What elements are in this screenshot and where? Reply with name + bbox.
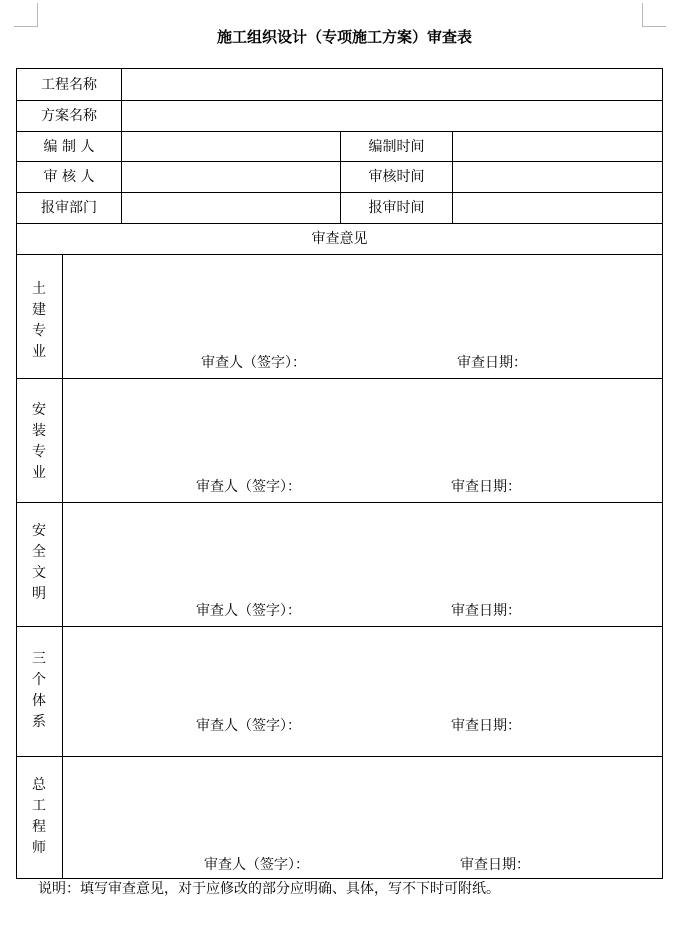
chief-engineer-date-label: 审查日期： [460, 857, 530, 873]
safety-date-label: 审查日期： [451, 603, 521, 619]
submit-time-label: 报审时间 [368, 200, 425, 216]
installation-opinion-field[interactable] [63, 379, 662, 474]
review-time-field[interactable] [453, 162, 662, 192]
section-label-civil: 土 建 专 业 [32, 281, 46, 360]
page-corner-mark-right [642, 3, 643, 27]
installation-signer-label: 审查人（签字）： [196, 479, 301, 495]
chief-engineer-signer-label: 审查人（签字）： [204, 857, 309, 873]
submit-time-field[interactable] [453, 193, 662, 223]
compiler-label: 编 制 人 [43, 138, 95, 155]
document-title: 施工组织设计（专项施工方案）审查表 [216, 28, 472, 46]
project-name-field[interactable] [122, 69, 662, 100]
footnote: 说明：填写审查意见，对于应修改的部分应明确、具体，写不下时可附纸。 [38, 881, 500, 897]
submitting-dept-field[interactable] [122, 193, 340, 223]
reviewer-label: 审 核 人 [43, 169, 95, 185]
section-label-three-systems: 三 个 体 系 [32, 651, 46, 730]
three-systems-opinion-field[interactable] [63, 627, 662, 717]
chief-engineer-opinion-field[interactable] [63, 757, 662, 852]
review-table [16, 68, 663, 879]
civil-date-label: 审查日期： [457, 355, 527, 371]
section-label-safety: 安 全 文 明 [32, 523, 46, 602]
page-corner-mark-left [37, 3, 38, 27]
compile-time-label: 编制时间 [368, 138, 425, 155]
civil-opinion-field[interactable] [63, 255, 662, 350]
plan-name-field[interactable] [122, 101, 662, 131]
safety-signer-label: 审查人（签字）： [196, 603, 301, 619]
review-time-label: 审核时间 [368, 169, 425, 185]
three-systems-date-label: 审查日期： [451, 718, 521, 734]
plan-name-label: 方案名称 [41, 108, 97, 124]
submitting-dept-label: 报审部门 [41, 200, 97, 216]
reviewer-field[interactable] [122, 162, 340, 192]
safety-opinion-field[interactable] [63, 503, 662, 598]
project-name-label: 工程名称 [41, 76, 97, 93]
section-label-installation: 安 装 专 业 [32, 402, 46, 481]
opinion-header: 审查意见 [311, 231, 368, 247]
section-label-chief-engineer: 总 工 程 师 [32, 777, 46, 856]
compiler-field[interactable] [122, 132, 340, 161]
civil-signer-label: 审查人（签字）： [201, 355, 306, 371]
three-systems-signer-label: 审查人（签字）： [196, 718, 301, 734]
compile-time-field[interactable] [453, 132, 662, 161]
installation-date-label: 审查日期： [451, 479, 521, 495]
